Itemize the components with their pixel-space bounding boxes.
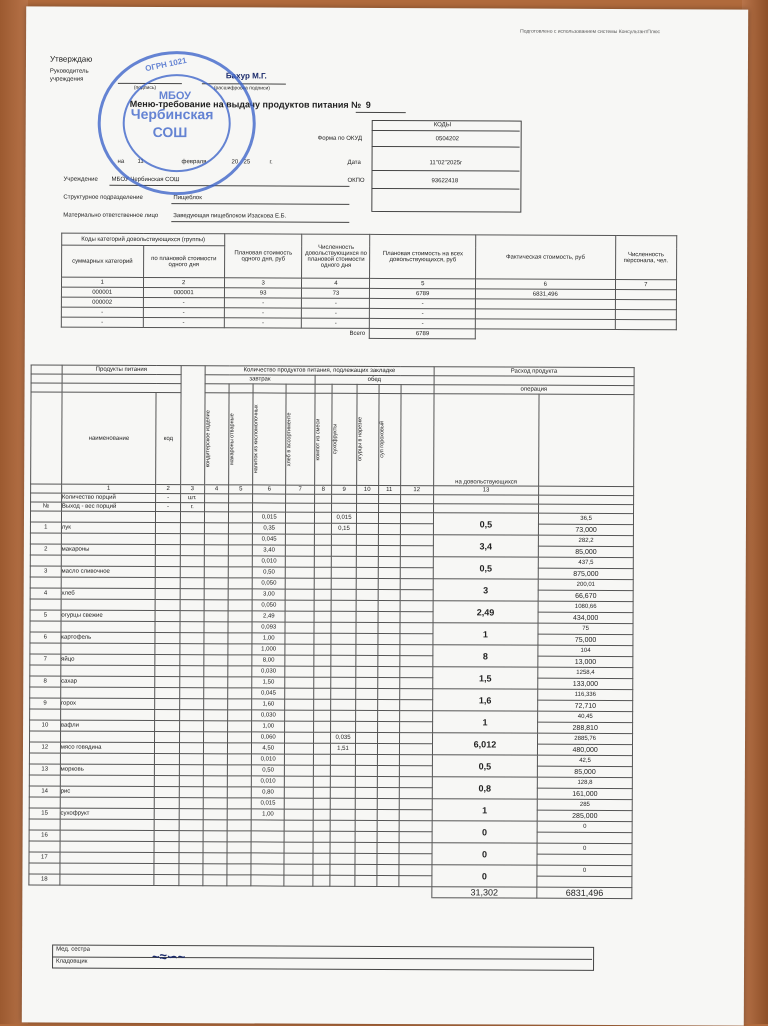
total-sum: 6831,496 — [537, 887, 632, 898]
item-qty: 1 — [432, 711, 538, 733]
item-qty: 1,5 — [432, 667, 538, 689]
item-number: 18 — [29, 874, 60, 885]
item-sum: 128,8 — [538, 777, 633, 788]
summary-h-fact: Фактическая стоимость, руб — [476, 235, 616, 280]
item-qty: 0,5 — [433, 513, 539, 535]
item-price: 288,810 — [538, 722, 633, 733]
on-label: на — [117, 158, 125, 165]
item-name: макароны — [61, 544, 156, 555]
storekeeper-signature: ~≈∽~ — [152, 948, 186, 965]
item-price: 66,670 — [538, 590, 633, 601]
consultant-note: Подготовлено с использованием системы КонсультантПлюс — [520, 28, 661, 36]
document-title: Меню-требование на выдачу продуктов питания № — [129, 98, 362, 110]
item-name: огурцы свежие — [61, 610, 156, 621]
item-qty: 0 — [432, 843, 538, 865]
item-price — [537, 832, 632, 843]
h-products: Продукты питания — [62, 365, 181, 375]
item-price: 72,710 — [538, 700, 633, 711]
item-sum: 42,5 — [538, 755, 633, 766]
item-number: 4 — [30, 588, 61, 599]
summary-h-plan-all: Плановая стоимость на всех довольствующихся, руб — [370, 234, 476, 278]
item-sum: 437,5 — [539, 557, 634, 568]
summary-h-codes: Коды категорий довольствующихся (группы) — [62, 233, 225, 246]
okpo-label: ОКПО — [347, 177, 365, 184]
item-number: 5 — [30, 610, 61, 621]
menu-requisition-document — [22, 6, 748, 1025]
h-operation: операция — [434, 385, 634, 395]
stamp-text-1: Чербинская — [130, 105, 214, 123]
item-name: морковь — [60, 764, 155, 775]
stamp-text-ogrn: ОГРН 1021 — [144, 55, 188, 74]
item-sum: 2885,76 — [538, 733, 633, 744]
item-sum: 0 — [537, 821, 632, 832]
dish-6: сухофрукты — [332, 424, 339, 455]
document-number: 9 — [365, 99, 371, 110]
item-row: 1 лук 0,35 0,15 73,000 — [30, 522, 633, 536]
item-number: 13 — [29, 764, 60, 775]
item-row-top: 0,010 0,5 42,5 — [29, 753, 632, 767]
stamp-text-2: СОШ — [152, 123, 188, 141]
item-row: 9 горох 1,60 72,710 — [30, 698, 633, 712]
item-qty: 0 — [432, 865, 538, 887]
products-table: Продукты питания Количество продуктов питания, подлежащих закладке Расход продукта завтрак обед операция наименование код кондитерское изделие макароны отварные напиток из кисломолочных хлеб в ассортименте компот из смеси сухофрукты огурцы в нарезке суп гороховый на довольствующихся 1 2 3 4 5 6 7 8 9 10 11 12 13 Количество порций - шт. № Выход - вес порций - г. 0,015 0,015 0,5 36,5 1 лук 0,35 0,15 73,000 0,045 3,4 282,2 2 макароны 3,40 85,000 0,010 0,5 437,5 3 масло сливочное 0,50 875,000 0,050 3 200,01 4 хлеб 3,00 66,670 0,050 2,49 1080,66 5 огурцы свежие 2,49 434,000 0,093 1 75 6 картофель 1,00 75,000 1,000 8 104 7 яйцо 8,00 13,000 0,030 1,5 1258,4 8 сахар 1,50 133,000 0,045 1,6 116,336 9 горох 1,60 72,710 0,030 1 40,45 10 вафли 1,00 288,810 0,060 0,035 6,012 2885,76 12 мясо говядина 4,50 1,51 480,000 0,010 0,5 42,5 13 морковь 0,50 85,000 0,010 0,8 128,8 14 рис 0,80 161,000 0,015 1 285 15 сухофрукт 1,00 285,000 0 0 16 0 0 17 0 0 18 31,302 6831,496 — [28, 364, 634, 899]
item-name: сахар — [61, 676, 156, 687]
summary-table — [61, 233, 677, 341]
item-sum: 200,01 — [538, 579, 633, 590]
item-price: 133,000 — [538, 678, 633, 689]
item-qty: 6,012 — [432, 733, 538, 755]
item-price — [537, 876, 632, 887]
item-row: 4 хлеб 3,00 66,670 — [30, 588, 633, 602]
item-name: яйцо — [61, 654, 156, 665]
date-value: 11"02"2025г — [429, 160, 463, 167]
summary-total-value: 6789 — [370, 328, 476, 338]
okud-label: Форма по ОКУД — [317, 135, 363, 142]
item-row-top: 0,060 0,035 6,012 2885,76 — [30, 731, 633, 745]
h-lunch: обед — [315, 375, 434, 385]
item-qty: 0,5 — [433, 557, 539, 579]
item-sum: 36,5 — [539, 513, 634, 524]
item-qty: 8 — [432, 645, 538, 667]
h-name: наименование — [61, 392, 156, 484]
dish-5: компот из смеси — [315, 418, 322, 461]
item-row: 13 морковь 0,50 85,000 — [29, 764, 632, 778]
item-price: 85,000 — [539, 546, 634, 557]
item-qty: 3 — [433, 579, 539, 601]
signature-note: (подпись) — [133, 84, 157, 91]
column-number-row: 1 2 3 4 5 6 7 8 9 10 11 12 13 — [31, 484, 634, 496]
dish-4: хлеб в ассортименте — [286, 412, 293, 466]
dish-8: суп гороховый — [378, 421, 386, 458]
item-sum: 1080,66 — [538, 601, 633, 612]
item-number: 16 — [29, 830, 60, 841]
item-row-top: 0,015 1 285 — [29, 797, 632, 811]
item-row-top: 0,050 3 200,01 — [30, 577, 633, 591]
item-number: 7 — [30, 654, 61, 665]
h-qty: Количество продуктов питания, подлежащих закладке — [205, 366, 434, 376]
codes-label: КОДЫ — [433, 122, 452, 129]
summary-h-plan: по плановой стоимости одного дня — [143, 245, 224, 277]
h-usage: Расход продукта — [434, 367, 634, 377]
head-name: Бахур М.Г. — [225, 71, 267, 81]
institution-stamp — [97, 51, 256, 196]
item-sum: 104 — [538, 645, 633, 656]
item-number: 9 — [30, 698, 61, 709]
item-row: 3 масло сливочное 0,50 875,000 — [30, 566, 633, 580]
item-sum: 0 — [537, 865, 632, 876]
nurse-label: Мед. сестра — [56, 946, 90, 953]
name-note: (расшифровка подписи) — [213, 85, 270, 92]
item-price: 434,000 — [538, 612, 633, 623]
head-label-1: Руководитель — [49, 68, 89, 75]
total-qty: 31,302 — [431, 887, 537, 898]
item-price: 13,000 — [538, 656, 633, 667]
item-qty: 0,8 — [432, 777, 538, 799]
item-name: сухофрукт — [60, 808, 155, 819]
item-name: картофель — [61, 632, 156, 643]
item-row: 15 сухофрукт 1,00 285,000 — [29, 808, 632, 822]
summary-h-staff: Численность персонала, чел. — [615, 236, 677, 280]
item-row: 6 картофель 1,00 75,000 — [30, 632, 633, 646]
item-number: 3 — [30, 566, 61, 577]
year-value: 25 — [243, 159, 251, 166]
item-sum: 40,45 — [538, 711, 633, 722]
item-number: 2 — [30, 544, 61, 555]
month-value: февраля — [181, 159, 207, 166]
summary-h-sum: суммарных категорий — [62, 245, 144, 277]
item-qty: 0,5 — [432, 755, 538, 777]
item-row-top: 0,093 1 75 — [30, 621, 633, 635]
item-name: вафли — [60, 720, 155, 731]
item-qty: 2,49 — [433, 601, 539, 623]
item-name: рис — [60, 786, 155, 797]
item-price: 285,000 — [537, 810, 632, 821]
item-number: 10 — [30, 720, 61, 731]
portions-unit: шт. — [180, 494, 204, 503]
item-row-top: 0,050 2,49 1080,66 — [30, 599, 633, 613]
item-number: 15 — [29, 808, 60, 819]
item-number: 17 — [29, 852, 60, 863]
dish-1: кондитерское изделие — [205, 410, 212, 468]
item-price: 73,000 — [539, 524, 634, 535]
item-row-top: 0,045 3,4 282,2 — [30, 533, 633, 547]
item-qty: 1,6 — [432, 689, 538, 711]
item-row-top: 0,015 0,015 0,5 36,5 — [30, 511, 633, 525]
item-row-top: 0,030 1,5 1258,4 — [30, 665, 633, 679]
item-price — [537, 854, 632, 865]
item-row-top: 0,030 1 40,45 — [30, 709, 633, 723]
item-price: 161,000 — [538, 788, 633, 799]
item-qty: 1 — [432, 799, 538, 821]
h-code: код — [156, 393, 181, 485]
institution-label: Учреждение — [63, 176, 98, 183]
division-value: Пищеблок — [173, 195, 202, 202]
person-value: Заведующая пищеблоком Изаскова Е.Б. — [173, 213, 287, 220]
item-row-top: 1,000 8 104 — [30, 643, 633, 657]
item-name — [60, 852, 155, 863]
item-qty: 0 — [432, 821, 538, 843]
item-name: лук — [61, 522, 156, 533]
h-breakfast: завтрак — [205, 375, 315, 384]
dish-7: огурцы в нарезке — [356, 417, 364, 462]
item-sum: 1258,4 — [538, 667, 633, 678]
weight-unit: г. — [180, 503, 204, 512]
summary-row: - - - - - — [61, 317, 676, 330]
stamp-text-3: МБОУ — [158, 90, 192, 103]
summary-row: - - - - - — [61, 307, 676, 320]
okpo-value: 93622418 — [431, 178, 459, 185]
item-row-top: 0,045 1,6 116,336 — [30, 687, 633, 701]
item-name — [60, 874, 155, 885]
item-qty: 1 — [433, 623, 539, 645]
item-name: масло сливочное — [61, 566, 156, 577]
dish-2: макароны отварные — [229, 413, 236, 465]
item-qty: 3,4 — [433, 535, 539, 557]
item-name: хлеб — [61, 588, 156, 599]
item-row-top: 0,010 0,8 128,8 — [29, 775, 632, 789]
item-number: 12 — [29, 742, 60, 753]
summary-h-count: Численность довольствующихся по плановой стоимости одного дня — [302, 234, 370, 278]
weight-label: Выход - вес порций — [61, 502, 156, 511]
item-sum: 116,336 — [538, 689, 633, 700]
item-row-top: 0,010 0,5 437,5 — [30, 555, 633, 569]
division-label: Структурное подразделение — [63, 194, 143, 201]
item-name: горох — [60, 698, 155, 709]
day-value: 11 — [137, 158, 144, 165]
year-suffix: г. — [269, 159, 273, 166]
storekeeper-label: Кладовщик — [56, 958, 88, 965]
institution-value: МБОУ Чербинская СОШ — [111, 176, 180, 184]
person-label: Материально ответственное лицо — [63, 212, 159, 220]
item-price: 75,000 — [538, 634, 633, 645]
item-number: 8 — [30, 676, 61, 687]
head-label-2: учреждения — [49, 76, 84, 83]
item-number: 14 — [29, 786, 60, 797]
item-price: 85,000 — [538, 766, 633, 777]
portions-label: Количество порций — [61, 493, 156, 502]
item-sum: 285 — [537, 799, 632, 810]
item-row: 8 сахар 1,50 133,000 — [30, 676, 633, 690]
dish-3: напиток из кисломолочных — [253, 404, 260, 474]
summary-num-row: 1 2 3 4 5 6 7 — [61, 277, 676, 290]
item-sum: 282,2 — [539, 535, 634, 546]
item-name: мясо говядина — [60, 742, 155, 753]
item-price: 480,000 — [538, 744, 633, 755]
item-row: 2 макароны 3,40 85,000 — [30, 544, 633, 558]
item-sum: 75 — [538, 623, 633, 634]
item-row: 5 огурцы свежие 2,49 434,000 — [30, 610, 633, 624]
summary-h-plan-cost: Плановая стоимость одного дня, руб — [224, 234, 302, 278]
approve-label: Утверждаю — [49, 54, 93, 64]
no-label: № — [31, 502, 62, 511]
okud-value: 0504202 — [435, 136, 460, 143]
item-number: 6 — [30, 632, 61, 643]
item-price: 875,000 — [538, 568, 633, 579]
item-row: 12 мясо говядина 4,50 1,51 480,000 — [29, 742, 632, 756]
item-row: 10 вафли 1,00 288,810 — [30, 720, 633, 734]
item-row: 14 рис 0,80 161,000 — [29, 786, 632, 800]
date-label: Дата — [347, 159, 361, 166]
item-sum: 0 — [537, 843, 632, 854]
h-for-all: на довольствующихся — [433, 394, 539, 486]
summary-row: 000001 000001 93 73 6789 6831,496 — [61, 287, 676, 300]
summary-row: 000002 - - - - — [61, 297, 676, 310]
item-row: 7 яйцо 8,00 13,000 — [30, 654, 633, 668]
item-name — [60, 830, 155, 841]
item-number: 1 — [30, 522, 61, 533]
year-prefix: 20 — [231, 159, 239, 166]
summary-total-label: Всего — [349, 330, 366, 337]
